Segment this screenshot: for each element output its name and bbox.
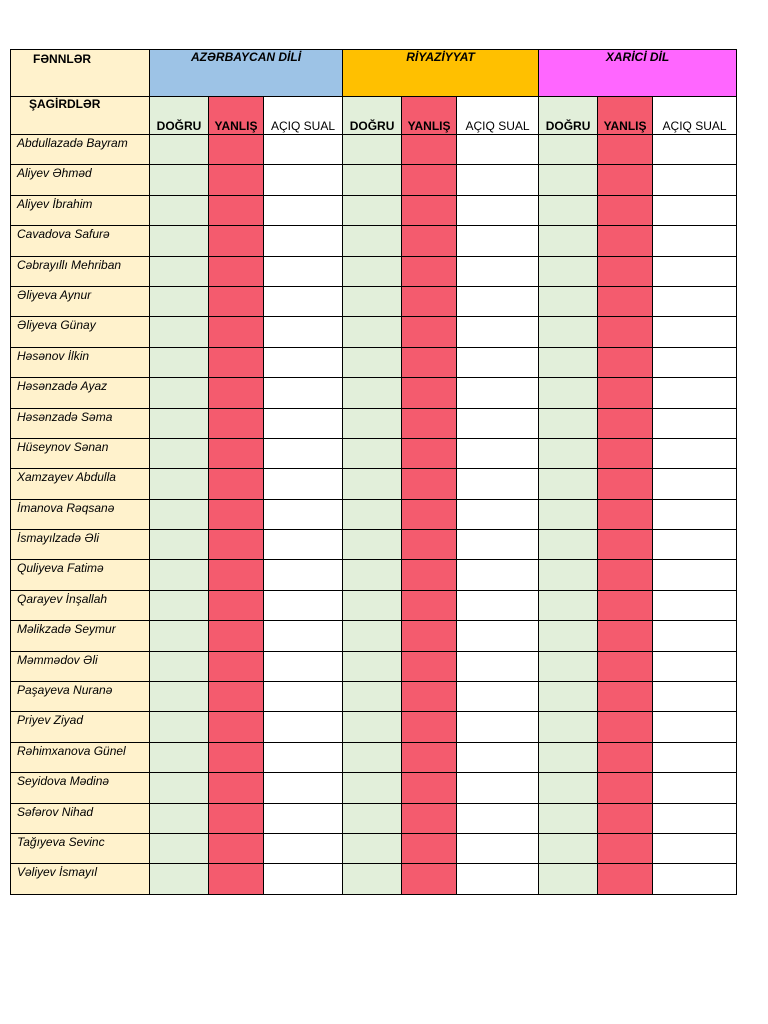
cell-wrong-3[interactable] (598, 469, 653, 499)
cell-correct-1[interactable] (150, 256, 209, 286)
cell-open-3[interactable] (653, 317, 737, 347)
student-name: Xamzayev Abdulla (11, 469, 150, 499)
cell-open-2[interactable] (457, 560, 539, 590)
cell-wrong-1[interactable] (209, 165, 264, 195)
cell-open-2[interactable] (457, 469, 539, 499)
cell-correct-2[interactable] (343, 317, 402, 347)
cell-correct-1[interactable] (150, 317, 209, 347)
cell-open-3[interactable] (653, 438, 737, 468)
student-row (11, 499, 737, 529)
cell-correct-3[interactable] (539, 621, 598, 651)
cell-correct-2[interactable] (343, 226, 402, 256)
cell-correct-2[interactable] (343, 438, 402, 468)
cell-correct-3[interactable] (539, 408, 598, 438)
student-name: Məlikzadə Seymur (11, 621, 150, 651)
col-open-3: AÇIQ SUAL (653, 97, 737, 135)
cell-correct-3[interactable] (539, 712, 598, 742)
student-name: Həsənzadə Ayaz (11, 378, 150, 408)
cell-correct-2[interactable] (343, 347, 402, 377)
cell-correct-1[interactable] (150, 499, 209, 529)
cell-open-1[interactable] (264, 864, 343, 894)
cell-open-1[interactable] (264, 773, 343, 803)
cell-open-3[interactable] (653, 286, 737, 316)
cell-open-3[interactable] (653, 742, 737, 772)
cell-wrong-3[interactable] (598, 438, 653, 468)
cell-open-2[interactable] (457, 195, 539, 225)
cell-wrong-1[interactable] (209, 833, 264, 863)
cell-correct-2[interactable] (343, 742, 402, 772)
cell-wrong-1[interactable] (209, 864, 264, 894)
cell-correct-1[interactable] (150, 195, 209, 225)
student-row (11, 773, 737, 803)
student-row (11, 286, 737, 316)
cell-correct-3[interactable] (539, 378, 598, 408)
student-row (11, 469, 737, 499)
cell-correct-2[interactable] (343, 469, 402, 499)
cell-correct-1[interactable] (150, 712, 209, 742)
cell-correct-2[interactable] (343, 165, 402, 195)
cell-correct-3[interactable] (539, 742, 598, 772)
students-label: ŞAGİRDLƏR (11, 97, 150, 135)
cell-correct-2[interactable] (343, 530, 402, 560)
student-row (11, 621, 737, 651)
cell-wrong-2[interactable] (402, 378, 457, 408)
cell-wrong-3[interactable] (598, 651, 653, 681)
cell-wrong-3[interactable] (598, 226, 653, 256)
cell-wrong-2[interactable] (402, 803, 457, 833)
cell-correct-2[interactable] (343, 712, 402, 742)
cell-wrong-3[interactable] (598, 590, 653, 620)
cell-wrong-2[interactable] (402, 499, 457, 529)
cell-correct-1[interactable] (150, 590, 209, 620)
cell-correct-2[interactable] (343, 499, 402, 529)
cell-wrong-3[interactable] (598, 195, 653, 225)
student-row (11, 651, 737, 681)
student-name: Vəliyev İsmayıl (11, 864, 150, 894)
student-name: İmanova Rəqsanə (11, 499, 150, 529)
student-name: Seyidova Mədinə (11, 773, 150, 803)
cell-wrong-3[interactable] (598, 682, 653, 712)
student-row (11, 712, 737, 742)
cell-wrong-2[interactable] (402, 530, 457, 560)
cell-open-3[interactable] (653, 621, 737, 651)
cell-wrong-2[interactable] (402, 226, 457, 256)
student-name: Cavadova Safurə (11, 226, 150, 256)
cell-open-2[interactable] (457, 833, 539, 863)
cell-wrong-3[interactable] (598, 864, 653, 894)
cell-open-2[interactable] (457, 378, 539, 408)
student-row (11, 195, 737, 225)
cell-wrong-2[interactable] (402, 469, 457, 499)
cell-wrong-2[interactable] (402, 195, 457, 225)
cell-wrong-2[interactable] (402, 165, 457, 195)
cell-wrong-1[interactable] (209, 742, 264, 772)
cell-open-2[interactable] (457, 773, 539, 803)
student-name: Cəbrayıllı Mehriban (11, 256, 150, 286)
cell-open-3[interactable] (653, 773, 737, 803)
cell-open-3[interactable] (653, 165, 737, 195)
cell-wrong-2[interactable] (402, 286, 457, 316)
cell-wrong-2[interactable] (402, 347, 457, 377)
cell-wrong-3[interactable] (598, 530, 653, 560)
cell-wrong-1[interactable] (209, 226, 264, 256)
cell-wrong-1[interactable] (209, 651, 264, 681)
cell-wrong-1[interactable] (209, 590, 264, 620)
student-name: Hüseynov Sənan (11, 438, 150, 468)
cell-correct-1[interactable] (150, 530, 209, 560)
cell-wrong-2[interactable] (402, 438, 457, 468)
cell-open-3[interactable] (653, 256, 737, 286)
cell-open-2[interactable] (457, 286, 539, 316)
cell-open-1[interactable] (264, 530, 343, 560)
cell-correct-2[interactable] (343, 135, 402, 165)
cell-wrong-3[interactable] (598, 833, 653, 863)
subject-azerbaycan-dili: AZƏRBAYCAN DİLİ (150, 50, 343, 97)
cell-correct-2[interactable] (343, 621, 402, 651)
cell-open-1[interactable] (264, 165, 343, 195)
cell-open-1[interactable] (264, 469, 343, 499)
cell-correct-3[interactable] (539, 773, 598, 803)
cell-correct-3[interactable] (539, 499, 598, 529)
subjects-label: FƏNNLƏR (11, 50, 150, 97)
cell-wrong-2[interactable] (402, 560, 457, 590)
cell-correct-1[interactable] (150, 833, 209, 863)
cell-wrong-1[interactable] (209, 135, 264, 165)
cell-correct-1[interactable] (150, 438, 209, 468)
cell-wrong-1[interactable] (209, 317, 264, 347)
cell-correct-3[interactable] (539, 560, 598, 590)
cell-correct-3[interactable] (539, 256, 598, 286)
student-row (11, 408, 737, 438)
cell-wrong-3[interactable] (598, 621, 653, 651)
cell-correct-2[interactable] (343, 256, 402, 286)
student-name: Aliyev İbrahim (11, 195, 150, 225)
cell-wrong-2[interactable] (402, 408, 457, 438)
cell-open-2[interactable] (457, 590, 539, 620)
student-name: Paşayeva Nuranə (11, 682, 150, 712)
cell-wrong-1[interactable] (209, 286, 264, 316)
cell-wrong-2[interactable] (402, 682, 457, 712)
cell-correct-3[interactable] (539, 195, 598, 225)
cell-correct-1[interactable] (150, 135, 209, 165)
cell-open-2[interactable] (457, 621, 539, 651)
cell-wrong-3[interactable] (598, 347, 653, 377)
cell-wrong-1[interactable] (209, 560, 264, 590)
cell-correct-3[interactable] (539, 286, 598, 316)
student-name: Aliyev Əhməd (11, 165, 150, 195)
cell-open-2[interactable] (457, 135, 539, 165)
col-open-2: AÇIQ SUAL (457, 97, 539, 135)
student-row (11, 803, 737, 833)
cell-wrong-2[interactable] (402, 621, 457, 651)
cell-open-3[interactable] (653, 378, 737, 408)
student-row (11, 226, 737, 256)
cell-correct-3[interactable] (539, 469, 598, 499)
student-row (11, 347, 737, 377)
cell-open-2[interactable] (457, 165, 539, 195)
cell-open-3[interactable] (653, 499, 737, 529)
cell-open-1[interactable] (264, 651, 343, 681)
cell-correct-1[interactable] (150, 651, 209, 681)
student-row (11, 590, 737, 620)
cell-open-2[interactable] (457, 803, 539, 833)
cell-wrong-2[interactable] (402, 135, 457, 165)
cell-wrong-3[interactable] (598, 560, 653, 590)
cell-correct-2[interactable] (343, 590, 402, 620)
cell-correct-1[interactable] (150, 682, 209, 712)
cell-correct-3[interactable] (539, 651, 598, 681)
cell-correct-1[interactable] (150, 621, 209, 651)
cell-wrong-2[interactable] (402, 773, 457, 803)
cell-correct-1[interactable] (150, 226, 209, 256)
cell-open-2[interactable] (457, 317, 539, 347)
cell-open-2[interactable] (457, 256, 539, 286)
student-name: İsmayılzadə Əli (11, 530, 150, 560)
cell-wrong-3[interactable] (598, 256, 653, 286)
col-open-1: AÇIQ SUAL (264, 97, 343, 135)
cell-correct-2[interactable] (343, 651, 402, 681)
cell-open-1[interactable] (264, 438, 343, 468)
cell-wrong-2[interactable] (402, 256, 457, 286)
cell-open-2[interactable] (457, 864, 539, 894)
cell-open-1[interactable] (264, 682, 343, 712)
student-name: Səfərov Nihad (11, 803, 150, 833)
cell-open-1[interactable] (264, 347, 343, 377)
subject-xarici-dil: XARİCİ DİL (539, 50, 737, 97)
cell-correct-2[interactable] (343, 378, 402, 408)
student-row (11, 378, 737, 408)
student-row (11, 256, 737, 286)
cell-correct-1[interactable] (150, 864, 209, 894)
cell-correct-2[interactable] (343, 864, 402, 894)
student-name: Qarayev İnşallah (11, 590, 150, 620)
cell-open-1[interactable] (264, 621, 343, 651)
cell-open-3[interactable] (653, 864, 737, 894)
cell-open-3[interactable] (653, 226, 737, 256)
cell-wrong-1[interactable] (209, 438, 264, 468)
cell-correct-3[interactable] (539, 226, 598, 256)
student-row (11, 682, 737, 712)
cell-wrong-1[interactable] (209, 621, 264, 651)
cell-wrong-3[interactable] (598, 286, 653, 316)
cell-open-2[interactable] (457, 742, 539, 772)
student-row (11, 530, 737, 560)
cell-open-2[interactable] (457, 438, 539, 468)
cell-wrong-1[interactable] (209, 408, 264, 438)
col-wrong-2: YANLIŞ (402, 97, 457, 135)
student-row (11, 864, 737, 894)
results-table (10, 49, 737, 895)
student-name: Rəhimxanova Günel (11, 742, 150, 772)
cell-open-1[interactable] (264, 378, 343, 408)
cell-open-2[interactable] (457, 530, 539, 560)
cell-correct-2[interactable] (343, 286, 402, 316)
cell-open-1[interactable] (264, 742, 343, 772)
cell-wrong-1[interactable] (209, 378, 264, 408)
col-correct-3: DOĞRU (539, 97, 598, 135)
cell-open-3[interactable] (653, 590, 737, 620)
cell-wrong-3[interactable] (598, 317, 653, 347)
cell-open-3[interactable] (653, 408, 737, 438)
cell-open-3[interactable] (653, 560, 737, 590)
col-correct-2: DOĞRU (343, 97, 402, 135)
cell-correct-2[interactable] (343, 682, 402, 712)
cell-correct-3[interactable] (539, 682, 598, 712)
cell-wrong-2[interactable] (402, 712, 457, 742)
cell-open-2[interactable] (457, 226, 539, 256)
cell-correct-3[interactable] (539, 530, 598, 560)
cell-correct-3[interactable] (539, 135, 598, 165)
cell-wrong-2[interactable] (402, 317, 457, 347)
cell-wrong-2[interactable] (402, 742, 457, 772)
cell-open-3[interactable] (653, 469, 737, 499)
student-name: Əliyeva Günay (11, 317, 150, 347)
cell-correct-2[interactable] (343, 408, 402, 438)
cell-open-2[interactable] (457, 499, 539, 529)
cell-open-1[interactable] (264, 712, 343, 742)
cell-correct-1[interactable] (150, 378, 209, 408)
cell-correct-2[interactable] (343, 773, 402, 803)
cell-open-1[interactable] (264, 135, 343, 165)
student-name: Quliyeva Fatimə (11, 560, 150, 590)
student-name: Həsənov İlkin (11, 347, 150, 377)
column-header-row (11, 97, 737, 135)
cell-correct-1[interactable] (150, 408, 209, 438)
cell-wrong-2[interactable] (402, 833, 457, 863)
cell-open-1[interactable] (264, 803, 343, 833)
student-row (11, 560, 737, 590)
cell-correct-1[interactable] (150, 469, 209, 499)
cell-open-1[interactable] (264, 560, 343, 590)
cell-open-1[interactable] (264, 408, 343, 438)
cell-wrong-3[interactable] (598, 378, 653, 408)
cell-wrong-3[interactable] (598, 712, 653, 742)
student-row (11, 833, 737, 863)
cell-open-3[interactable] (653, 712, 737, 742)
cell-open-3[interactable] (653, 530, 737, 560)
student-row (11, 438, 737, 468)
cell-open-2[interactable] (457, 651, 539, 681)
cell-open-3[interactable] (653, 803, 737, 833)
subject-header-row (11, 50, 737, 97)
cell-wrong-3[interactable] (598, 773, 653, 803)
cell-wrong-1[interactable] (209, 195, 264, 225)
cell-wrong-1[interactable] (209, 256, 264, 286)
cell-correct-3[interactable] (539, 590, 598, 620)
cell-wrong-3[interactable] (598, 499, 653, 529)
cell-open-1[interactable] (264, 833, 343, 863)
student-row (11, 165, 737, 195)
cell-open-2[interactable] (457, 408, 539, 438)
cell-correct-2[interactable] (343, 803, 402, 833)
cell-correct-3[interactable] (539, 438, 598, 468)
cell-open-3[interactable] (653, 195, 737, 225)
cell-wrong-1[interactable] (209, 499, 264, 529)
cell-correct-2[interactable] (343, 195, 402, 225)
cell-correct-2[interactable] (343, 560, 402, 590)
cell-open-1[interactable] (264, 317, 343, 347)
col-wrong-1: YANLIŞ (209, 97, 264, 135)
cell-correct-1[interactable] (150, 742, 209, 772)
cell-correct-3[interactable] (539, 347, 598, 377)
cell-correct-1[interactable] (150, 773, 209, 803)
cell-open-1[interactable] (264, 226, 343, 256)
student-row (11, 135, 737, 165)
cell-correct-3[interactable] (539, 864, 598, 894)
cell-open-3[interactable] (653, 347, 737, 377)
student-name: Həsənzadə Səma (11, 408, 150, 438)
student-name: Əliyeva Aynur (11, 286, 150, 316)
cell-correct-3[interactable] (539, 833, 598, 863)
cell-wrong-1[interactable] (209, 347, 264, 377)
cell-open-2[interactable] (457, 347, 539, 377)
cell-open-1[interactable] (264, 256, 343, 286)
cell-correct-1[interactable] (150, 803, 209, 833)
cell-open-2[interactable] (457, 682, 539, 712)
cell-wrong-3[interactable] (598, 165, 653, 195)
cell-wrong-1[interactable] (209, 682, 264, 712)
student-name: Priyev Ziyad (11, 712, 150, 742)
cell-open-1[interactable] (264, 499, 343, 529)
cell-correct-1[interactable] (150, 560, 209, 590)
cell-open-3[interactable] (653, 833, 737, 863)
cell-wrong-3[interactable] (598, 408, 653, 438)
student-row (11, 317, 737, 347)
cell-open-1[interactable] (264, 195, 343, 225)
cell-wrong-1[interactable] (209, 530, 264, 560)
col-correct-1: DOĞRU (150, 97, 209, 135)
cell-open-2[interactable] (457, 712, 539, 742)
cell-wrong-2[interactable] (402, 590, 457, 620)
cell-wrong-1[interactable] (209, 469, 264, 499)
cell-wrong-2[interactable] (402, 651, 457, 681)
cell-wrong-1[interactable] (209, 803, 264, 833)
subject-riyaziyyat: RİYAZİYYAT (343, 50, 539, 97)
cell-open-1[interactable] (264, 286, 343, 316)
cell-wrong-2[interactable] (402, 864, 457, 894)
cell-correct-1[interactable] (150, 286, 209, 316)
cell-correct-2[interactable] (343, 833, 402, 863)
cell-open-3[interactable] (653, 682, 737, 712)
cell-open-3[interactable] (653, 135, 737, 165)
cell-correct-1[interactable] (150, 165, 209, 195)
col-wrong-3: YANLIŞ (598, 97, 653, 135)
cell-wrong-3[interactable] (598, 742, 653, 772)
cell-open-3[interactable] (653, 651, 737, 681)
cell-wrong-1[interactable] (209, 712, 264, 742)
cell-correct-3[interactable] (539, 165, 598, 195)
cell-correct-1[interactable] (150, 347, 209, 377)
cell-open-1[interactable] (264, 590, 343, 620)
cell-wrong-3[interactable] (598, 803, 653, 833)
student-name: Məmmədov Əli (11, 651, 150, 681)
cell-wrong-3[interactable] (598, 135, 653, 165)
cell-correct-3[interactable] (539, 317, 598, 347)
student-name: Abdullazadə Bayram (11, 135, 150, 165)
cell-wrong-1[interactable] (209, 773, 264, 803)
cell-correct-3[interactable] (539, 803, 598, 833)
student-row (11, 742, 737, 772)
student-name: Tağıyeva Sevinc (11, 833, 150, 863)
